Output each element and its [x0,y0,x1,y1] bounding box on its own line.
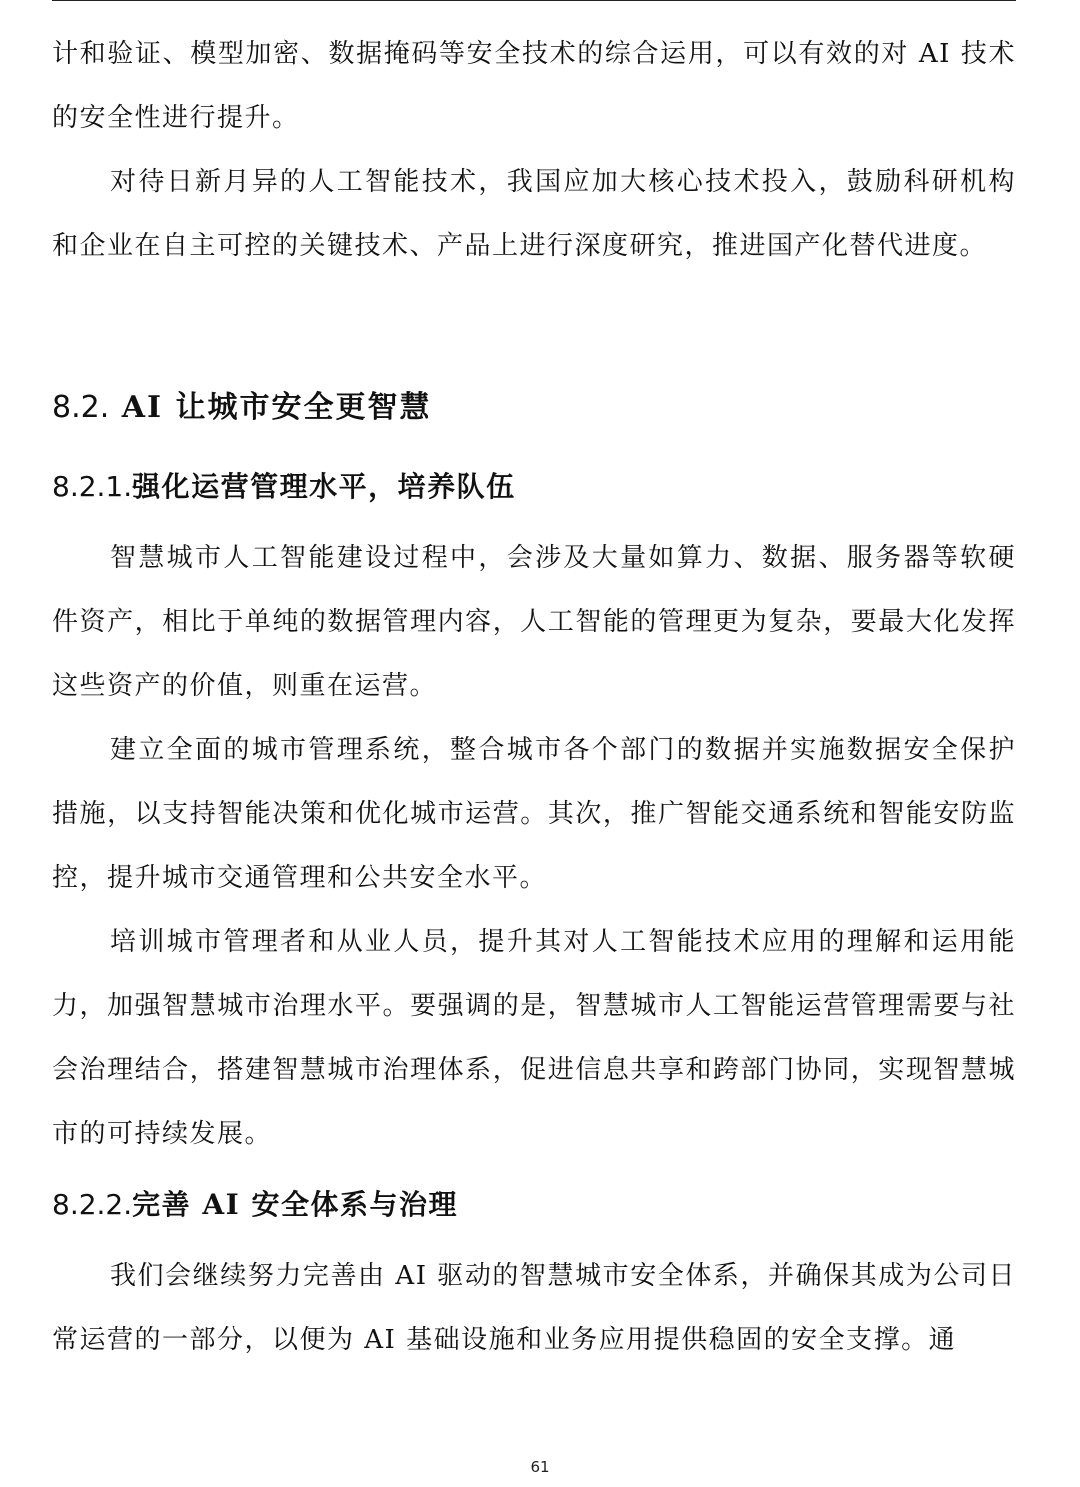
section-spacer [52,278,1016,386]
paragraph-operations: 智慧城市人工智能建设过程中，会涉及大量如算力、数据、服务器等软硬件资产，相比于单纯的数据管理内容，人工智能的管理更为复杂，要最大化发挥这些资产的价值，则重在运营。 [52,543,1016,701]
subsection-number: 8.2.1. [52,470,133,503]
paragraph-continued: 计和验证、模型加密、数据掩码等安全技术的综合运用，可以有效的对 AI 技术的安全性进行提升。 [52,39,1016,133]
section-heading-8-2 [52,386,1016,448]
subsection-heading-block [52,1166,1016,1244]
paragraph-training: 培训城市管理者和从业人员，提升其对人工智能技术应用的理解和运用能力，加强智慧城市治理水平。要强调的是，智慧城市人工智能运营管理需要与社会治理结合，搭建智慧城市治理体系，促进信息共享和跨部门协同，实现智慧城市的可持续发展。 [52,927,1016,1149]
page-number: 61 [530,1458,550,1476]
paragraph-management-system: 建立全面的城市管理系统，整合城市各个部门的数据并实施数据安全保护措施，以支持智能决策和优化城市运营。其次，推广智能交通系统和智能安防监控，提升城市交通管理和公共安全水平。 [52,735,1016,893]
subsection-heading-block [52,448,1016,526]
subsection-heading-8-2-1 [52,466,1016,508]
section-number: 8.2. [52,390,110,425]
paragraph-tech-investment: 对待日新月异的人工智能技术，我国应加大核心技术投入，鼓励科研机构和企业在自主可控的关键技术、产品上进行深度研究，推进国产化替代进度。 [52,167,1016,261]
paragraph-security-system: 我们会继续努力完善由 AI 驱动的智慧城市安全体系，并确保其成为公司日常运营的一部分，以便为 AI 基础设施和业务应用提供稳固的安全支撑。通 [52,1261,1016,1355]
subsection-title: 强化运营管理水平，培养队伍 [132,470,516,503]
section-title: AI 让城市安全更智慧 [109,390,432,425]
subsection-title: 完善 AI 安全体系与治理 [132,1188,458,1221]
document-body [52,22,1016,1372]
header-rule [52,0,1016,1]
subsection-heading-8-2-2 [52,1184,1016,1226]
subsection-number: 8.2.2. [52,1188,133,1221]
